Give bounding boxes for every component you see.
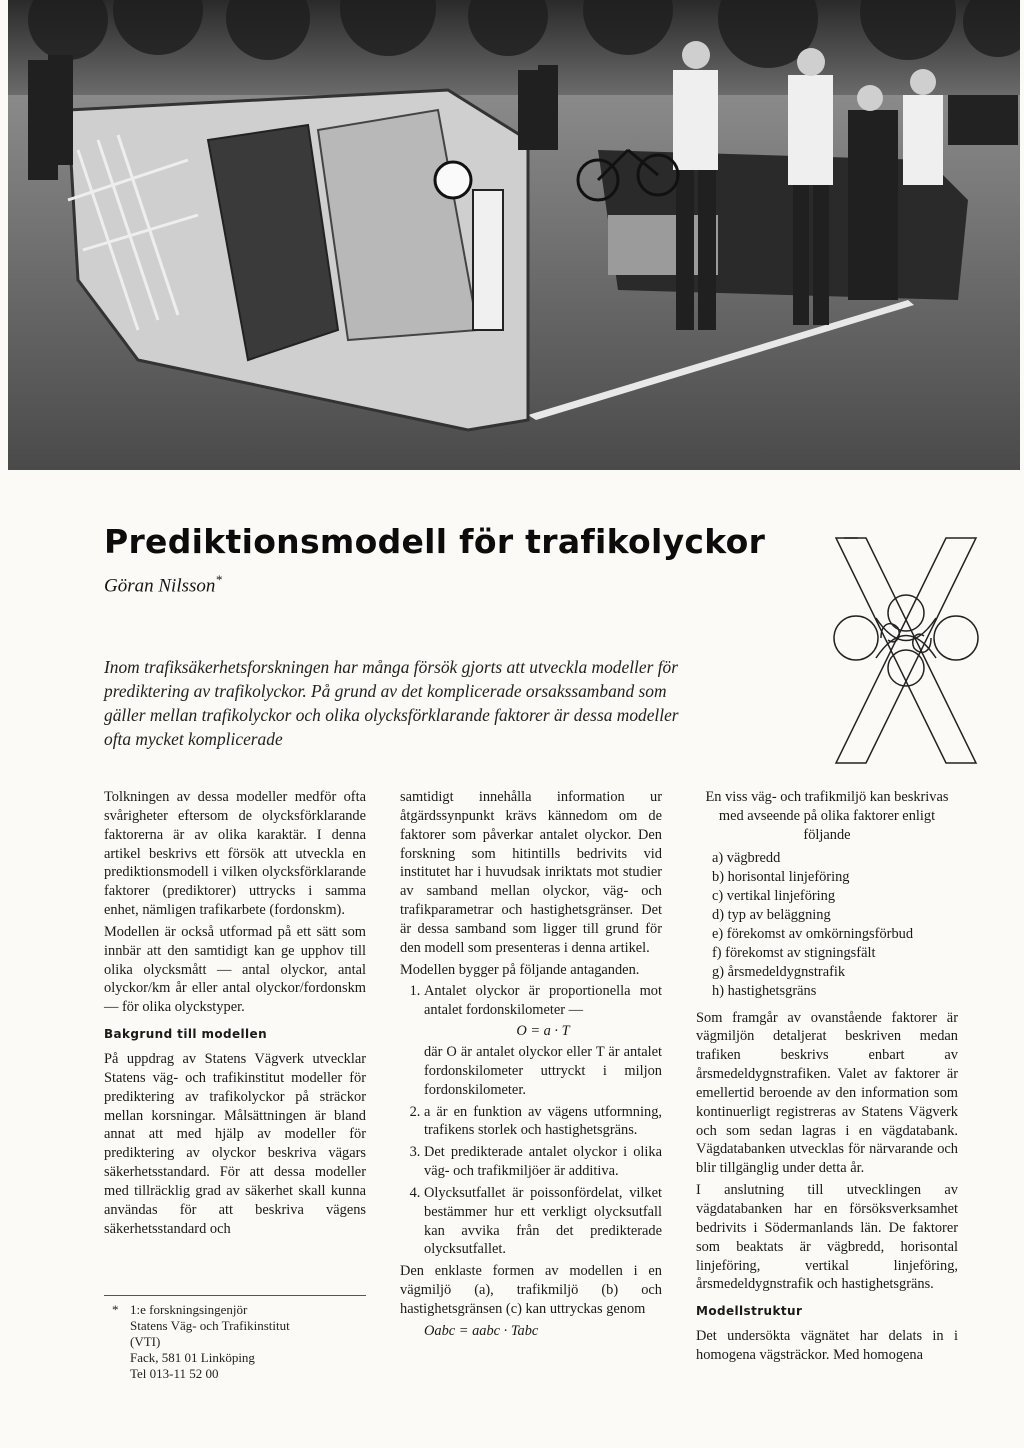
assumption-list bbox=[400, 982, 662, 1259]
footnote-line: Fack, 581 01 Linköping bbox=[130, 1350, 255, 1365]
factor-list bbox=[712, 849, 958, 1001]
formula: O = a · T bbox=[516, 1023, 570, 1040]
author-footnote-mark: * bbox=[215, 572, 222, 587]
paragraph: samtidigt innehålla information ur åtgärdssynpunkt krävs kännedom om de faktorer som påverkar antalet olyckor. Den forskning som hitintills bedrivits vid institutet har i huvudsak inriktats mot studier av samband mellan olyckor, väg- och trafikparametrar och hastighetsgränser. Det är dessa samband som ligger till grund för den modell som presenteras i denna artikel. bbox=[400, 789, 662, 956]
footnote-line: 1:e forskningsingenjör bbox=[130, 1302, 248, 1317]
paragraph: Som framgår av ovanstående faktorer är vägmiljön detaljerat beskriven medan trafiken beskrivs enbart av årsmedeldygnstrafiken. Valet av faktorer är emellertid beroende av den information som kontinuerligt registreras av Statens Vägverk och som sedan lagras i en vägdatabank. Vägdatabanken utvecklas för närvarande och blir tillgänglig under detta år. bbox=[696, 1009, 958, 1177]
paragraph: En viss väg- och trafikmiljö kan beskrivas med avseende på olika faktorer enligt följande bbox=[705, 789, 949, 843]
list-item: 2. a är en funktion av vägens utformning, trafikens storlek och hastighetsgräns. bbox=[424, 1103, 662, 1141]
section-heading-modellstruktur: Modellstruktur bbox=[696, 1304, 803, 1319]
list-item: a) vägbredd bbox=[712, 849, 781, 866]
footnote-line: (VTI) bbox=[130, 1334, 161, 1349]
paragraph: Den enklaste formen av modellen i en vägmiljö (a), trafikmiljö (b) och hastighetsgränsen (c) kan uttryckas genom bbox=[400, 1263, 662, 1317]
author-name: Göran Nilsson bbox=[104, 575, 216, 597]
paragraph: Modellen är också utformad på ett sätt som innbär att den samtidigt kan ge upphov till olika olycksmått — antal olyckor, antal olyckor/km år eller antal olyckor/fordonskm — för olika olyckstyper. bbox=[104, 923, 366, 1016]
list-item: d) typ av beläggning bbox=[712, 906, 831, 923]
list-item: b) horisontal linjeföring bbox=[712, 868, 850, 885]
author-line bbox=[104, 572, 222, 597]
list-item: f) förekomst av stigningsfält bbox=[712, 944, 876, 961]
logo bbox=[826, 528, 986, 773]
list-item: 1. Antalet olyckor är proportionella mot antalet fordonskilometer — O = a · T där O är antalet olyckor eller T är antalet fordonskilometer uttryckt i miljon fordonskilometer. bbox=[424, 982, 662, 1099]
paragraph: I anslutning till utvecklingen av vägdatabanken har en försöksverksamhet bedrivits i Södermanlands län. De faktorer som beaktats är vägbredd, horisontal linjeföring, vertikal linjeföring, årsmedeldygnstrafik och hastighetsgräns. bbox=[696, 1182, 958, 1293]
overturned-car-photo-icon bbox=[8, 0, 1020, 470]
article-title: Prediktionsmodell för trafikolyckor bbox=[104, 522, 766, 561]
list-item: c) vertikal linjeföring bbox=[712, 887, 836, 904]
model-formula: Oabc = aabc · Tabc bbox=[424, 1322, 539, 1339]
lead-paragraph: Inom trafiksäkerhetsforskningen har många försök gjorts att utveckla modeller för prediktering av trafikolyckor. På grund av det komplicerade orsakssamband som gäller mellan trafikolyckor och olika olycksförklarande faktorer är dessa modeller ofta mycket komplicerade bbox=[104, 657, 679, 749]
paragraph: Modellen bygger på följande antaganden. bbox=[400, 961, 640, 978]
list-item: h) hastighetsgräns bbox=[712, 982, 817, 999]
vti-crossing-roads-logo-icon bbox=[826, 528, 986, 773]
paragraph: Det undersökta vägnätet har delats in i homogena vägsträckor. Med homogena bbox=[696, 1328, 958, 1363]
footnote-mark: * bbox=[112, 1302, 119, 1317]
column-2 bbox=[400, 788, 662, 1343]
column-3 bbox=[696, 788, 958, 1368]
footnote-line: Statens Väg- och Trafikinstitut bbox=[130, 1318, 290, 1333]
paragraph: På uppdrag av Statens Vägverk utvecklar Statens väg- och trafikinstitut modeller för prediktering av trafikolyckor på sträckor mellan korsningar. Målsättningen är bland annat att med hjälp av modeller för prediktering av olyckor beskriva vägars säkerhetsstandard. För att dessa modeller med tillräcklig grad av säkerhet skall kunna användas för att beskriva vägens säkerhetsstandard och bbox=[104, 1050, 366, 1237]
column-1 bbox=[104, 788, 366, 1241]
paragraph: Tolkningen av dessa modeller medför ofta svårigheter eftersom de olycksförklarande faktorerna är av olika karaktär. I denna artikel beskrivs ett försök att utveckla en prediktionsmodell i vilken olycksförklarande faktorer (prediktorer) uttrycks i samma enhet, nämligen trafikarbete (fordonskm). bbox=[104, 789, 366, 919]
list-item: g) årsmedeldygnstrafik bbox=[712, 963, 846, 980]
list-item: 4. Olycksutfallet är poissonfördelat, vilket bestämmer hur ett verkligt olycksutfall kan avvika från det predikterade olycksutfallet. bbox=[424, 1184, 662, 1259]
accident-photo bbox=[8, 0, 1020, 470]
list-item: 3. Det predikterade antalet olyckor i olika väg- och trafikmiljöer är additiva. bbox=[424, 1143, 662, 1181]
section-heading-bakgrund: Bakgrund till modellen bbox=[104, 1027, 268, 1042]
author-footnote bbox=[104, 1295, 366, 1382]
list-item: e) förekomst av omkörningsförbud bbox=[712, 925, 914, 942]
footnote-line: Tel 013-11 52 00 bbox=[130, 1366, 219, 1381]
